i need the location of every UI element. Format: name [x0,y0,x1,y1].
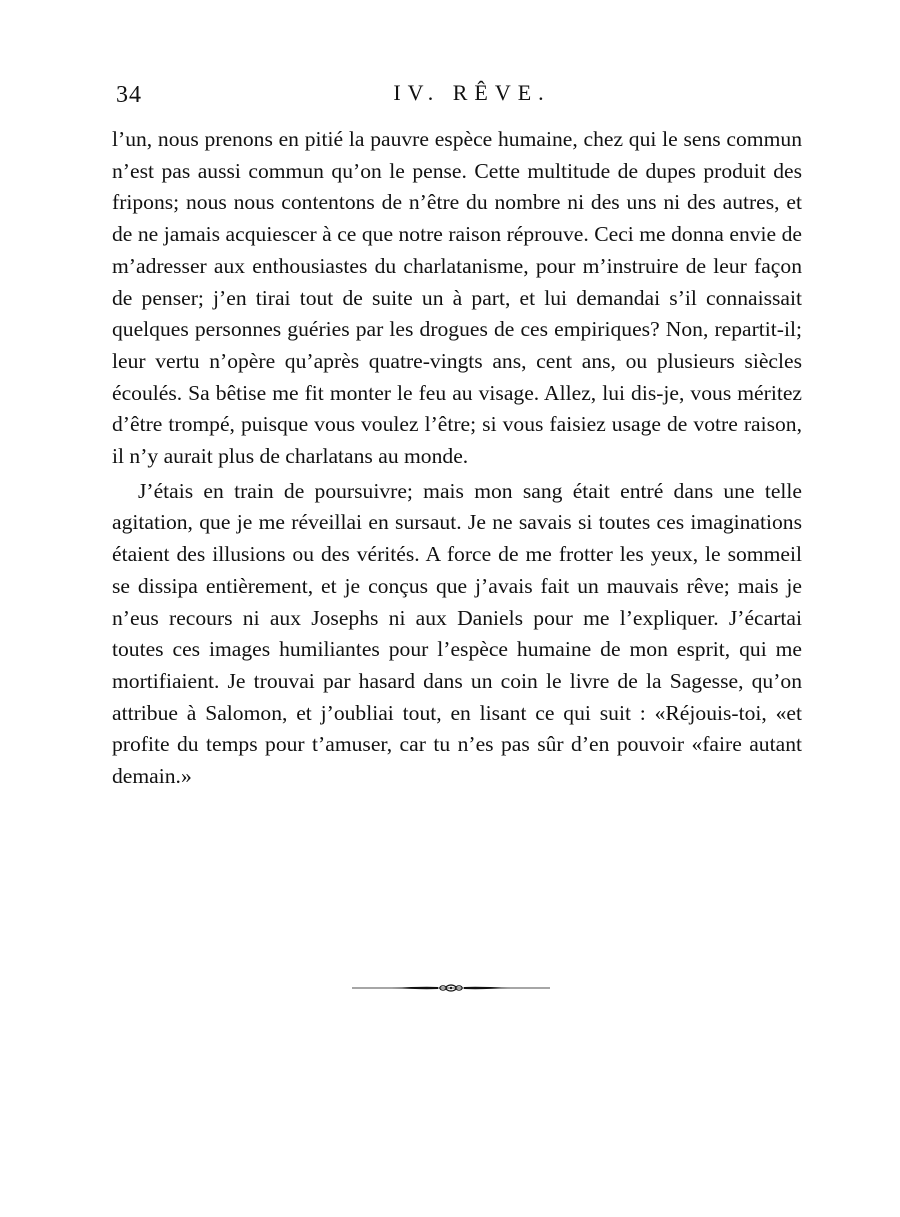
paragraph-continued: l’un, nous prenons en pitié la pauvre espèce humaine, chez qui le sens commun n’est pas aussi commun qu’on le pense. Cette multitude de dupes produit des fripons; nous nous contentons de n’être du nombre ni des uns ni des autres, et de ne jamais acquiescer à ce que notre raison réprouve. Ceci me donna envie de m’adresser aux enthousiastes du charlatanisme, pour m’instruire de leur façon de penser; j’en tirai tout de suite un à part, et lui demandai s’il connaissait quelques personnes guéries par les drogues de ces empiriques? Non, repartit-il; leur vertu n’opère qu’après quatre-vingts ans, cent ans, ou plusieurs siècles écoulés. Sa bêtise me fit monter le feu au visage. Allez, lui dis-je, vous méritez d’être trompé, puisque vous voulez l’être; si vous faisiez usage de votre raison, il n’y aurait plus de charlatans au monde. [112,127,802,469]
running-head [112,78,802,118]
page-number: 34 [116,82,142,108]
paragraph-awakening: J’étais en train de poursuivre; mais mon sang était entré dans une telle agitation, que je me réveillai en sursaut. Je ne savais si toutes ces imaginations étaient des illusions ou des vérités. A force de me frotter les yeux, le sommeil se dissipa entièrement, et je conçus que j’avais fait un mauvais rêve; mais je n’eus recours ni aux Josephs ni aux Daniels pour me l’expliquer. J’écartai toutes ces images humiliantes pour l’espèce humaine de mon esprit, qui me mortifiaient. Je trouvai par hasard dans un coin le livre de la Sagesse, qu’on attribue à Salomon, et j’oubliai tout, en lisant ce qui suit : «Réjouis-toi, «et profite du temps pour t’amuser, car tu n’es pas sûr d’en pouvoir «faire autant demain.» [112,478,802,789]
body-text [112,124,802,793]
chapter-title: IV. RÊVE. [393,80,551,105]
tailpiece-ornament-icon [352,982,550,994]
